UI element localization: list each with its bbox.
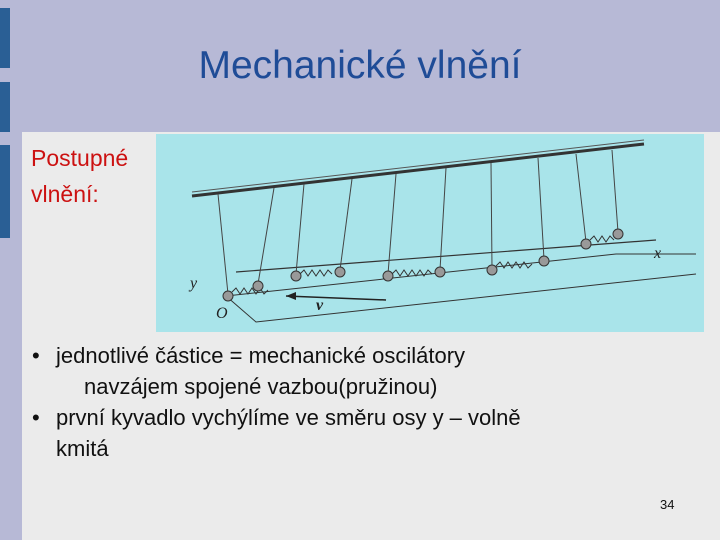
- bullet-dot: •: [32, 343, 40, 368]
- x-axis-label: x: [654, 245, 662, 262]
- section-label-line: vlnění:: [31, 181, 99, 207]
- bullet-item: [26, 340, 686, 402]
- left-accent-bar: [0, 82, 10, 132]
- bullet-list: [26, 340, 686, 464]
- spring: [392, 270, 432, 276]
- bullet-text: první kyvadlo vychýlíme ve směru osy y – volně: [56, 405, 521, 430]
- section-label: [31, 140, 128, 212]
- bullet-text: jednotlivé částice = mechanické oscilátory: [56, 343, 466, 368]
- bullet-dot: •: [32, 405, 40, 430]
- pendulum-wave-diagram: [156, 134, 704, 332]
- spring: [590, 236, 614, 242]
- slide-title: Mechanické vlnění: [198, 44, 522, 87]
- page-number: 34: [660, 497, 675, 512]
- velocity-arrow: [286, 296, 386, 300]
- suspension-rod: [192, 144, 644, 196]
- suspension-rod-edge: [192, 140, 644, 192]
- bullet-item: [26, 402, 686, 464]
- pendulum-wave-figure: [156, 134, 704, 332]
- origin-label: O: [216, 305, 228, 322]
- section-label-line: Postupné: [31, 145, 129, 171]
- bullet-text: navzájem spojené vazbou(pružinou): [84, 374, 438, 399]
- bullet-text: kmitá: [56, 436, 109, 461]
- velocity-arrowhead: [286, 292, 296, 300]
- y-axis-label: y: [190, 275, 198, 292]
- velocity-label: v: [316, 297, 324, 314]
- left-accent-bar: [0, 145, 10, 238]
- spring: [300, 270, 332, 276]
- spring: [496, 262, 532, 268]
